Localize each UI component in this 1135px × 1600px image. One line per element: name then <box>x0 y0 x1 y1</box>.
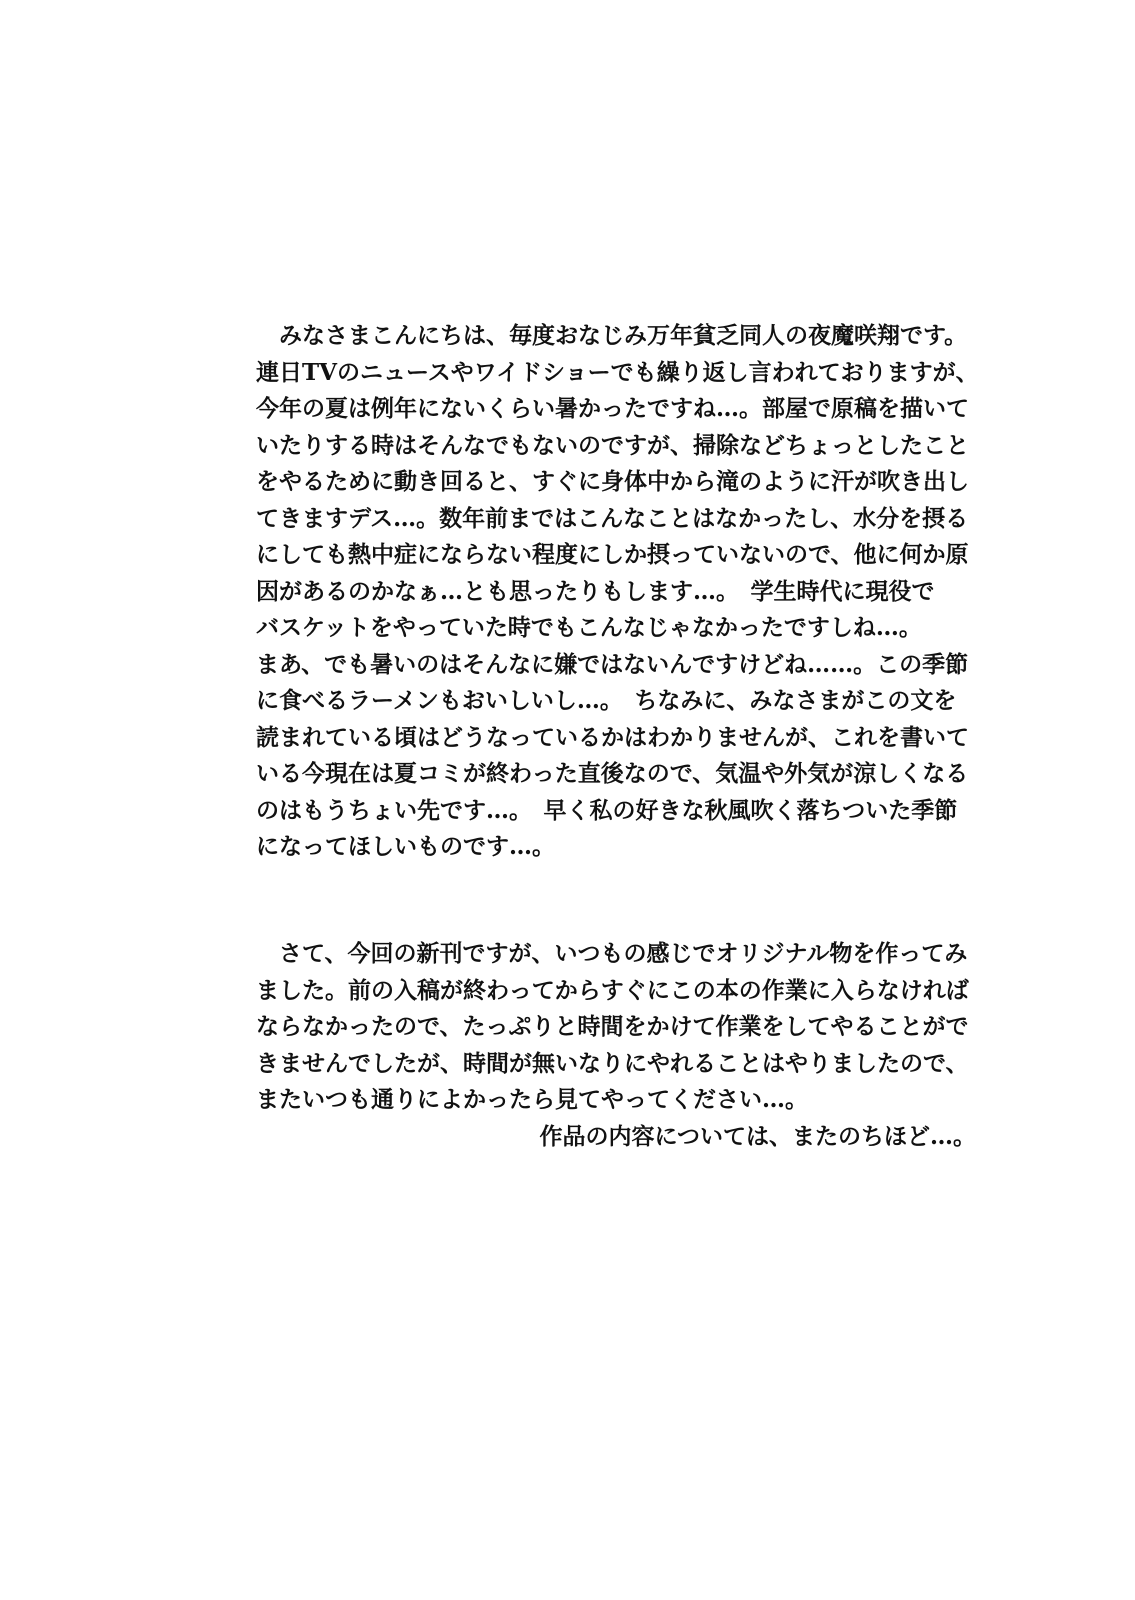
text-line: てきますデス…。数年前まではこんなことはなかったし、水分を摂る <box>256 504 969 532</box>
text-line: に食べるラーメンもおいしいし…。 ちなみに、みなさまがこの文を <box>256 687 957 714</box>
text-line: のはもうちょい先です…。 早く私の好きな秋風吹く落ちついた季節 <box>256 796 958 824</box>
text-line: またいつも通りによかったら見てやってください…。 <box>256 1086 808 1113</box>
text-line: 今年の夏は例年にないくらい暑かったですね…。部屋で原稿を描いて <box>256 395 969 422</box>
text-line: みなさまこんにちは、毎度おなじみ万年貧乏同人の夜魔咲翔です。 <box>279 322 968 349</box>
text-line: きませんでしたが、時間が無いなりにやれることはやりましたので、 <box>256 1049 969 1077</box>
text-line: ならなかったので、たっぷりと時間をかけて作業をしてやることがで <box>256 1013 969 1040</box>
closing-line: 作品の内容については、またのちほど…。 <box>539 1122 976 1150</box>
text-line: にしても熱中症にならない程度にしか摂っていないので、他に何か原 <box>256 541 969 568</box>
text-line: をやるために動き回ると、すぐに身体中から滝のように汗が吹き出し <box>256 468 969 495</box>
text-line: さて、今回の新刊ですが、いつもの感じでオリジナル物を作ってみ <box>279 940 968 967</box>
paragraph-new-release <box>256 936 976 1155</box>
text-line: バスケットをやっていた時でもこんなじゃなかったですしね…。 <box>256 614 922 641</box>
text-line: いたりする時はそんなでもないのですが、掃除などちょっとしたこと <box>256 431 969 459</box>
text-line: 連日TVのニュースやワイドショーでも繰り返し言われておりますが、 <box>256 358 979 386</box>
text-line: まあ、でも暑いのはそんなに嫌ではないんですけどね……。この季節 <box>256 650 969 678</box>
paragraph-greeting <box>256 318 979 866</box>
text-line: ました。前の入稿が終わってからすぐにこの本の作業に入らなければ <box>256 976 969 1004</box>
text-line: いる今現在は夏コミが終わった直後なので、気温や外気が涼しくなる <box>256 760 969 787</box>
text-line: になってほしいものです…。 <box>256 833 555 860</box>
text-line: 因があるのかなぁ…とも思ったりもします…。 学生時代に現役で <box>256 577 935 605</box>
text-line: 読まれている頃はどうなっているかはわかりませんが、これを書いて <box>256 723 969 751</box>
